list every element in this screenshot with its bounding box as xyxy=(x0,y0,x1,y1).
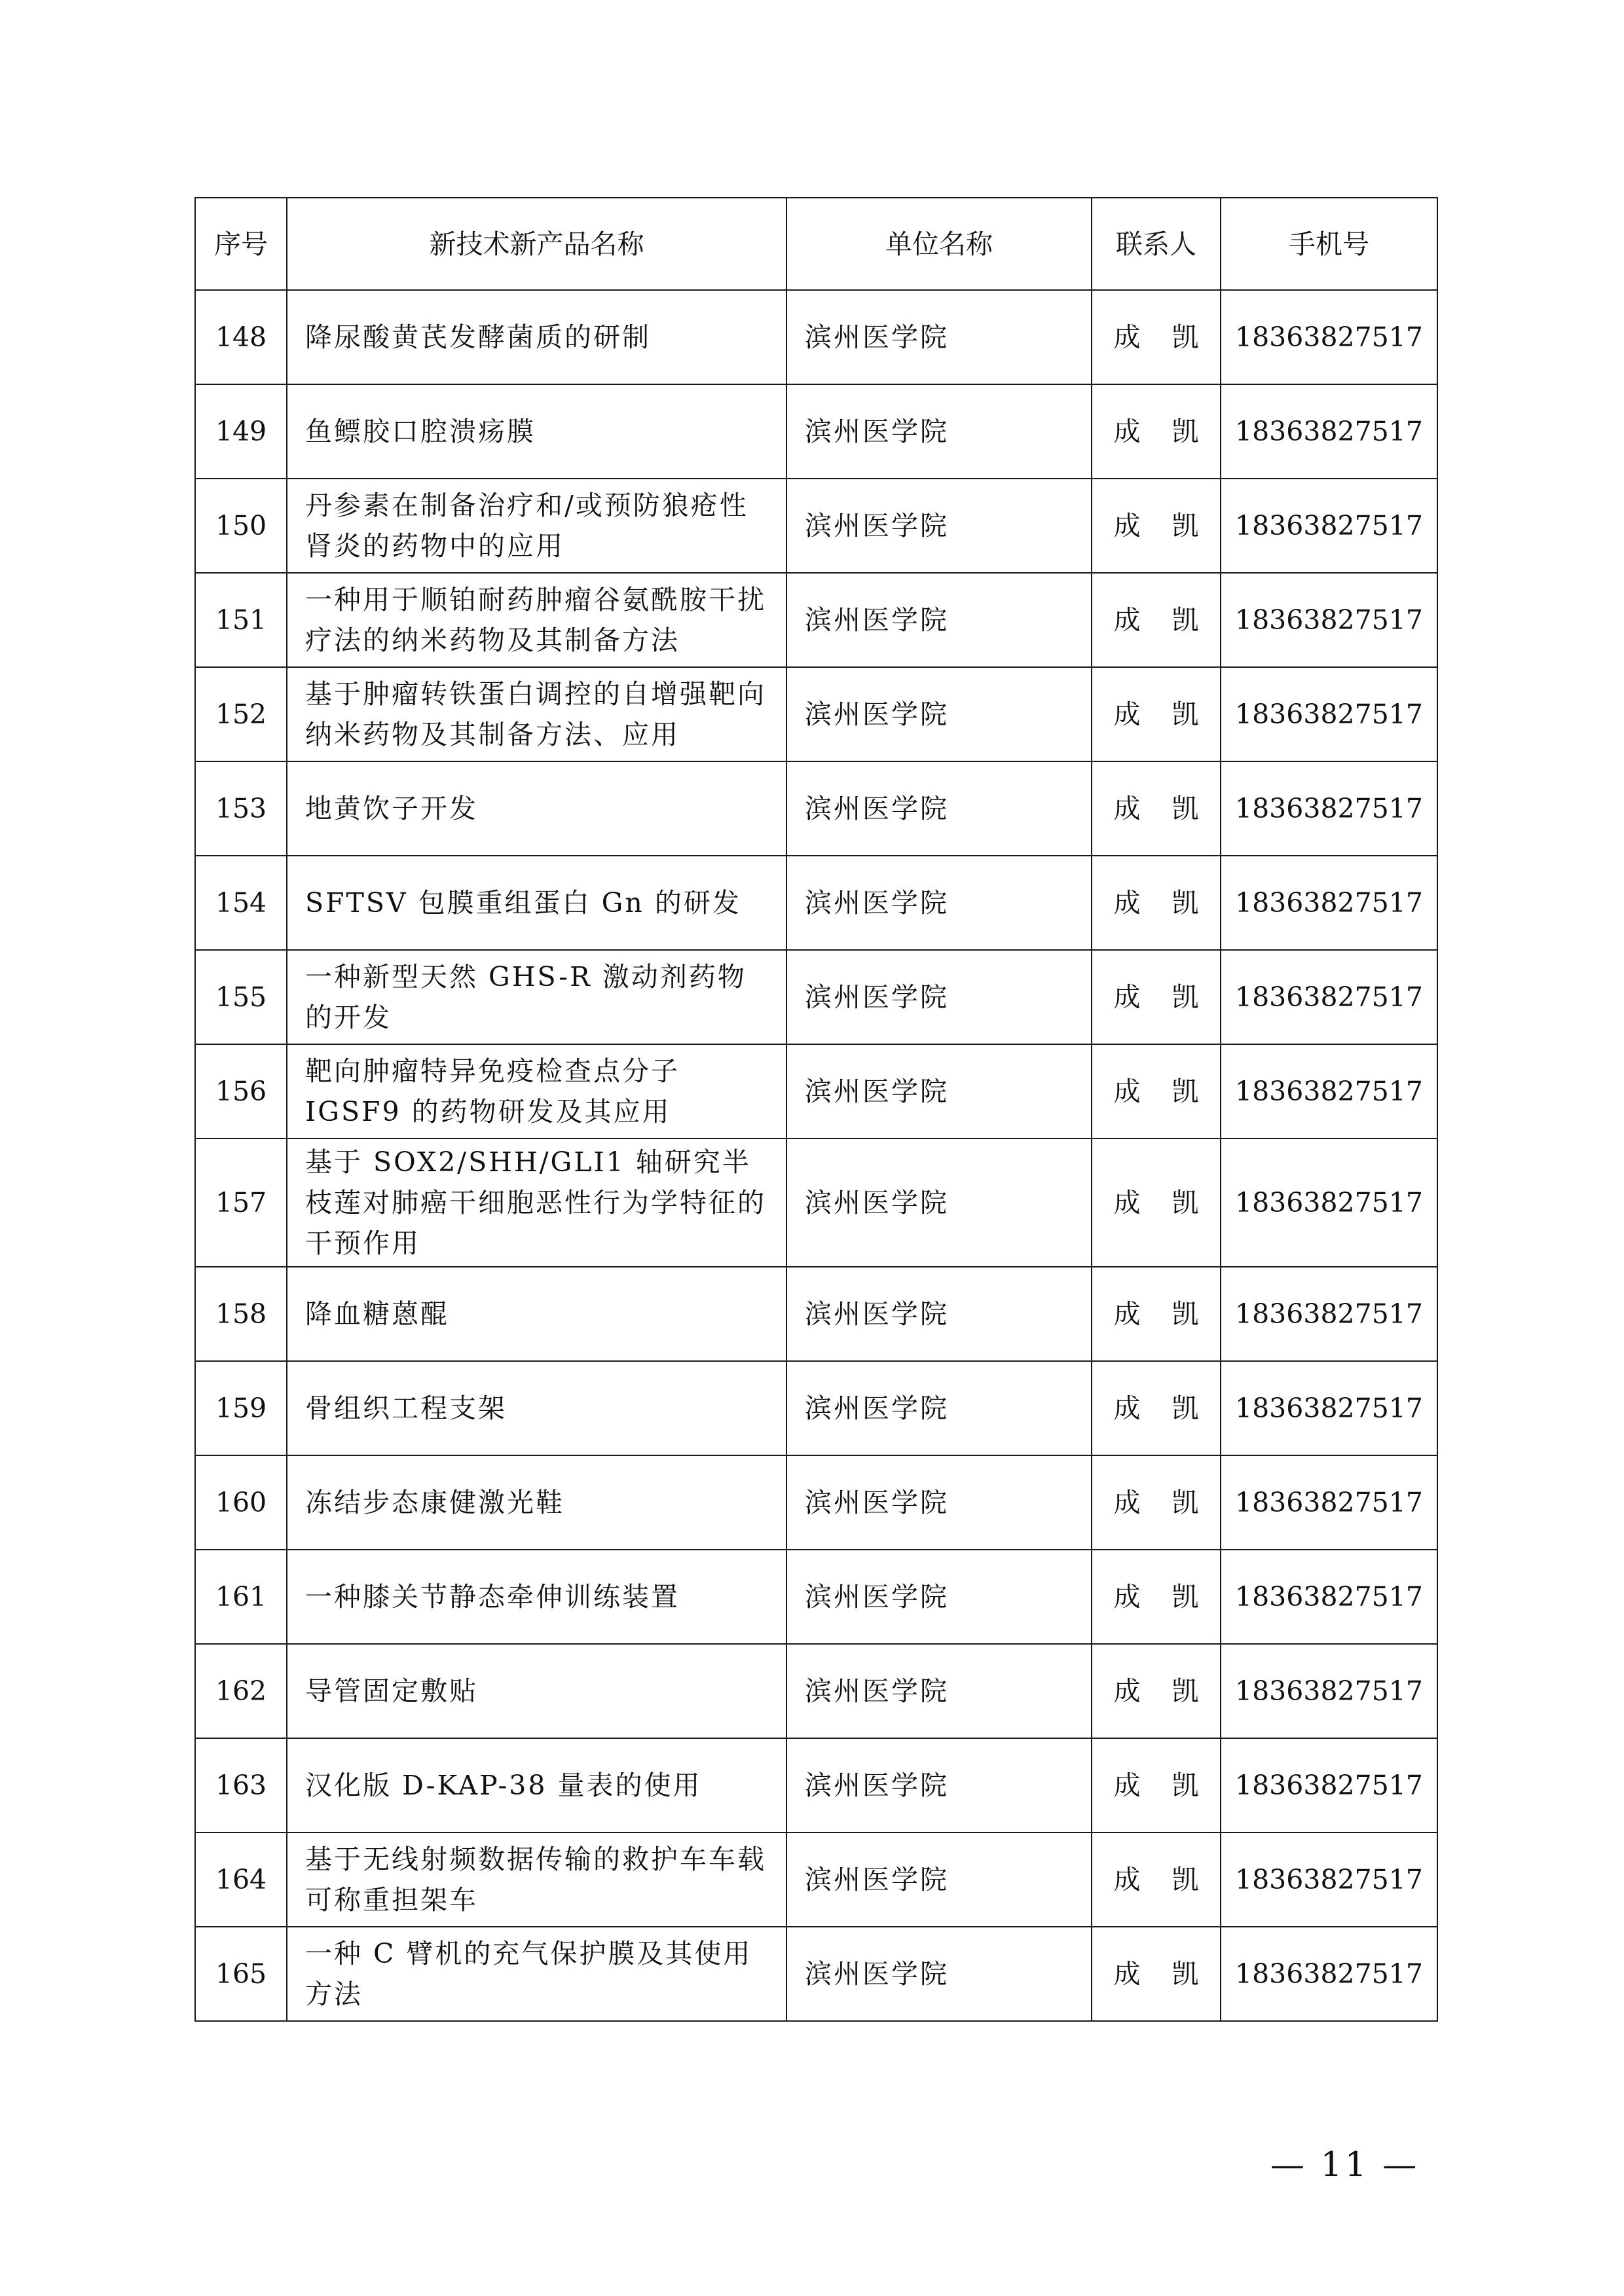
cell-product-name: 基于 SOX2/SHH/GLI1 轴研究半枝莲对肺癌干细胞恶性行为学特征的干预作用 xyxy=(287,1139,786,1267)
contact-character: 凯 xyxy=(1172,1076,1199,1107)
cell-serial-number: 150 xyxy=(195,479,287,573)
cell-contact-person xyxy=(1092,1644,1221,1738)
cell-serial-number: 155 xyxy=(195,950,287,1044)
table-row xyxy=(195,1832,1437,1927)
cell-serial-number: 158 xyxy=(195,1267,287,1361)
cell-product-name: 降尿酸黄芪发酵菌质的研制 xyxy=(287,290,786,384)
cell-serial-number: 159 xyxy=(195,1361,287,1455)
cell-product-name: 靶向肿瘤特异免疫检查点分子 IGSF9 的药物研发及其应用 xyxy=(287,1044,786,1139)
cell-unit-name: 滨州医学院 xyxy=(786,1832,1092,1927)
contact-character: 凯 xyxy=(1172,416,1199,447)
contact-character: 成 xyxy=(1113,1487,1141,1518)
cell-phone-number: 18363827517 xyxy=(1221,1455,1437,1550)
cell-phone-number: 18363827517 xyxy=(1221,573,1437,667)
cell-unit-name: 滨州医学院 xyxy=(786,479,1092,573)
cell-unit-name: 滨州医学院 xyxy=(786,384,1092,479)
cell-serial-number: 163 xyxy=(195,1738,287,1832)
cell-phone-number: 18363827517 xyxy=(1221,1644,1437,1738)
cell-unit-name: 滨州医学院 xyxy=(786,1738,1092,1832)
contact-character: 成 xyxy=(1113,321,1141,353)
cell-serial-number: 151 xyxy=(195,573,287,667)
contact-character: 凯 xyxy=(1172,1864,1199,1895)
table-row xyxy=(195,1361,1437,1455)
cell-phone-number: 18363827517 xyxy=(1221,290,1437,384)
contact-character: 成 xyxy=(1113,416,1141,447)
table-row xyxy=(195,1927,1437,2021)
contact-character: 成 xyxy=(1113,1770,1141,1801)
cell-unit-name: 滨州医学院 xyxy=(786,667,1092,761)
contact-character: 成 xyxy=(1113,1393,1141,1424)
table-row xyxy=(195,1644,1437,1738)
cell-contact-person xyxy=(1092,1267,1221,1361)
cell-serial-number: 160 xyxy=(195,1455,287,1550)
contact-character: 成 xyxy=(1113,1675,1141,1707)
cell-contact-person xyxy=(1092,1139,1221,1267)
cell-phone-number: 18363827517 xyxy=(1221,1361,1437,1455)
cell-unit-name: 滨州医学院 xyxy=(786,573,1092,667)
header-phone-number: 手机号 xyxy=(1221,198,1437,290)
table-row xyxy=(195,1267,1437,1361)
contact-character: 成 xyxy=(1113,604,1141,636)
cell-product-name: 基于肿瘤转铁蛋白调控的自增强靶向纳米药物及其制备方法、应用 xyxy=(287,667,786,761)
cell-phone-number: 18363827517 xyxy=(1221,856,1437,950)
cell-phone-number: 18363827517 xyxy=(1221,479,1437,573)
cell-product-name: 骨组织工程支架 xyxy=(287,1361,786,1455)
cell-product-name: 地黄饮子开发 xyxy=(287,761,786,856)
contact-character: 凯 xyxy=(1172,981,1199,1013)
cell-contact-person xyxy=(1092,1738,1221,1832)
header-contact-person: 联系人 xyxy=(1092,198,1221,290)
table-row xyxy=(195,573,1437,667)
contact-character: 成 xyxy=(1113,887,1141,919)
cell-serial-number: 161 xyxy=(195,1550,287,1644)
contact-character: 成 xyxy=(1113,510,1141,541)
cell-phone-number: 18363827517 xyxy=(1221,1832,1437,1927)
cell-contact-person xyxy=(1092,1832,1221,1927)
contact-character: 成 xyxy=(1113,699,1141,730)
cell-contact-person xyxy=(1092,761,1221,856)
technology-product-table xyxy=(194,197,1438,2022)
cell-phone-number: 18363827517 xyxy=(1221,667,1437,761)
contact-character: 成 xyxy=(1113,1076,1141,1107)
cell-product-name: 一种新型天然 GHS-R 激动剂药物的开发 xyxy=(287,950,786,1044)
cell-serial-number: 152 xyxy=(195,667,287,761)
cell-product-name: 汉化版 D-KAP-38 量表的使用 xyxy=(287,1738,786,1832)
cell-phone-number: 18363827517 xyxy=(1221,384,1437,479)
table-row xyxy=(195,761,1437,856)
cell-unit-name: 滨州医学院 xyxy=(786,1044,1092,1139)
cell-serial-number: 149 xyxy=(195,384,287,479)
table-header-row xyxy=(195,198,1437,290)
table-row xyxy=(195,384,1437,479)
contact-character: 凯 xyxy=(1172,793,1199,824)
table-row xyxy=(195,950,1437,1044)
cell-serial-number: 165 xyxy=(195,1927,287,2021)
cell-contact-person xyxy=(1092,1927,1221,2021)
table-row xyxy=(195,667,1437,761)
cell-contact-person xyxy=(1092,1044,1221,1139)
contact-character: 凯 xyxy=(1172,699,1199,730)
contact-character: 凯 xyxy=(1172,321,1199,353)
contact-character: 凯 xyxy=(1172,887,1199,919)
contact-character: 成 xyxy=(1113,1864,1141,1895)
cell-serial-number: 148 xyxy=(195,290,287,384)
header-unit-name: 单位名称 xyxy=(786,198,1092,290)
cell-contact-person xyxy=(1092,1455,1221,1550)
cell-serial-number: 164 xyxy=(195,1832,287,1927)
cell-phone-number: 18363827517 xyxy=(1221,1267,1437,1361)
contact-character: 凯 xyxy=(1172,1770,1199,1801)
cell-phone-number: 18363827517 xyxy=(1221,1550,1437,1644)
contact-character: 凯 xyxy=(1172,1298,1199,1330)
cell-product-name: 基于无线射频数据传输的救护车车载可称重担架车 xyxy=(287,1832,786,1927)
table-body xyxy=(195,290,1437,2021)
table-row xyxy=(195,1044,1437,1139)
cell-product-name: 丹参素在制备治疗和/或预防狼疮性肾炎的药物中的应用 xyxy=(287,479,786,573)
cell-phone-number: 18363827517 xyxy=(1221,1044,1437,1139)
contact-character: 凯 xyxy=(1172,604,1199,636)
cell-contact-person xyxy=(1092,856,1221,950)
cell-contact-person xyxy=(1092,1361,1221,1455)
cell-phone-number: 18363827517 xyxy=(1221,761,1437,856)
cell-product-name: 导管固定敷贴 xyxy=(287,1644,786,1738)
cell-product-name: 一种膝关节静态牵伸训练装置 xyxy=(287,1550,786,1644)
contact-character: 凯 xyxy=(1172,1187,1199,1218)
cell-unit-name: 滨州医学院 xyxy=(786,1455,1092,1550)
table-row xyxy=(195,1738,1437,1832)
contact-character: 成 xyxy=(1113,981,1141,1013)
cell-contact-person xyxy=(1092,573,1221,667)
table-row xyxy=(195,1455,1437,1550)
cell-product-name: SFTSV 包膜重组蛋白 Gn 的研发 xyxy=(287,856,786,950)
header-product-name: 新技术新产品名称 xyxy=(287,198,786,290)
cell-unit-name: 滨州医学院 xyxy=(786,1927,1092,2021)
cell-unit-name: 滨州医学院 xyxy=(786,950,1092,1044)
cell-contact-person xyxy=(1092,479,1221,573)
contact-character: 凯 xyxy=(1172,1393,1199,1424)
cell-phone-number: 18363827517 xyxy=(1221,1738,1437,1832)
cell-contact-person xyxy=(1092,950,1221,1044)
cell-contact-person xyxy=(1092,667,1221,761)
cell-unit-name: 滨州医学院 xyxy=(786,1550,1092,1644)
cell-product-name: 一种 C 臂机的充气保护膜及其使用方法 xyxy=(287,1927,786,2021)
contact-character: 凯 xyxy=(1172,1581,1199,1613)
cell-unit-name: 滨州医学院 xyxy=(786,290,1092,384)
cell-unit-name: 滨州医学院 xyxy=(786,1361,1092,1455)
contact-character: 成 xyxy=(1113,1581,1141,1613)
contact-character: 成 xyxy=(1113,793,1141,824)
cell-contact-person xyxy=(1092,290,1221,384)
cell-serial-number: 154 xyxy=(195,856,287,950)
cell-product-name: 冻结步态康健激光鞋 xyxy=(287,1455,786,1550)
contact-character: 凯 xyxy=(1172,510,1199,541)
table-row xyxy=(195,1550,1437,1644)
cell-serial-number: 162 xyxy=(195,1644,287,1738)
cell-serial-number: 153 xyxy=(195,761,287,856)
cell-product-name: 鱼鳔胶口腔溃疡膜 xyxy=(287,384,786,479)
contact-character: 凯 xyxy=(1172,1487,1199,1518)
cell-phone-number: 18363827517 xyxy=(1221,1139,1437,1267)
cell-product-name: 一种用于顺铂耐药肿瘤谷氨酰胺干扰疗法的纳米药物及其制备方法 xyxy=(287,573,786,667)
cell-product-name: 降血糖蒽醌 xyxy=(287,1267,786,1361)
cell-serial-number: 156 xyxy=(195,1044,287,1139)
contact-character: 凯 xyxy=(1172,1675,1199,1707)
cell-unit-name: 滨州医学院 xyxy=(786,856,1092,950)
page-number: — 11 — xyxy=(1270,2145,1420,2185)
contact-character: 成 xyxy=(1113,1187,1141,1218)
cell-contact-person xyxy=(1092,1550,1221,1644)
cell-contact-person xyxy=(1092,384,1221,479)
cell-unit-name: 滨州医学院 xyxy=(786,1139,1092,1267)
contact-character: 成 xyxy=(1113,1298,1141,1330)
contact-character: 凯 xyxy=(1172,1958,1199,1990)
contact-character: 成 xyxy=(1113,1958,1141,1990)
table-row xyxy=(195,290,1437,384)
table-row xyxy=(195,856,1437,950)
cell-unit-name: 滨州医学院 xyxy=(786,1267,1092,1361)
cell-unit-name: 滨州医学院 xyxy=(786,1644,1092,1738)
cell-phone-number: 18363827517 xyxy=(1221,1927,1437,2021)
cell-unit-name: 滨州医学院 xyxy=(786,761,1092,856)
header-serial-number: 序号 xyxy=(195,198,287,290)
table-row xyxy=(195,479,1437,573)
cell-serial-number: 157 xyxy=(195,1139,287,1267)
cell-phone-number: 18363827517 xyxy=(1221,950,1437,1044)
table-row xyxy=(195,1139,1437,1267)
